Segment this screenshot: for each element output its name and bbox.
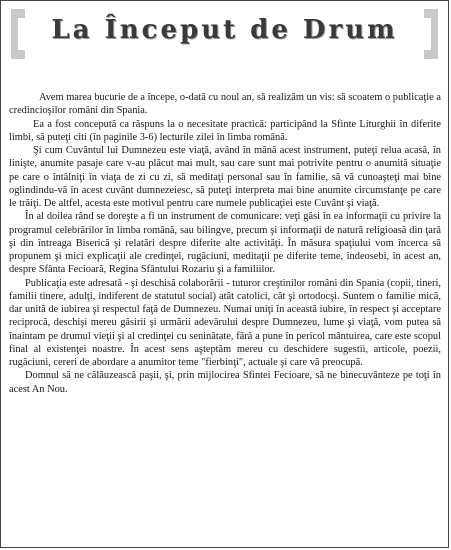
paragraph-1: Avem marea bucurie de a începe, o-dată cu noul an, să realizăm un vis: să scoatem o publicaţie a credincioşilor români din Spania. [9,92,441,117]
article-body [9,91,441,396]
article-title: La Început de Drum [51,15,398,45]
paragraph-3: Şi cum Cuvântul lui Dumnezeu este viaţă, având în mână acest instrument, puteţi relua acasă, în linişte, anumite pasaje care v-au plăcut mai mult, sau care sunt mai potrivite pentru o anumită situaţie pe care o întâlniţi în viaţa de zi cu zi, să meditaţi personal sau în familie, să vă cunoaşteţi mai bine oglindindu-vă în acest cuvânt dumnezeiesc, să puteţi interpreta mai bine anumite circumstanţe pe care le trăiţi. De altfel, acesta este motivul pentru care numele publicaţiei este Cuvânt şi viaţă. [9,145,441,209]
left-bracket-ornament [11,9,25,59]
right-bracket-ornament [424,9,438,59]
paragraph-5: Publicaţia este adresată - şi deschisă colaborării - tuturor creştinilor români din Spania (copii, tineri, familii tinere, adulţi, indiferent de statutul social) atât catolici, cât şi ortodocşi. Suntem o familie mică, dar unită de iubirea şi respectul faţă de Dumnezeu. Numai uniţi în această iubire, în respect şi acceptare reciprocă, deschişi mereu găsirii şi urmării adevărului despre Dumnezeu, lume şi viaţă, vom putea să înaintam pe drumul vieţii şi al credinţei cu seninătate, fără a pune în pericol mântuirea, care este scopul final al existenţei noastre. În acest sens aşteptăm mereu cu deschidere sugestii, articole, poezii, rugăciuni, cereri de abordare a anumitor teme "fierbinţi", actuale şi care vă preocupă. [9,277,441,368]
paragraph-4: În al doilea rând se doreşte a fi un instrument de comunicare: veţi găsi în ea informaţii cu privire la programul celebrărilor în limba română, sau bilingve, precum şi informaţii de natură religioasă din ţară şi din întreaga Biserică şi relatări despre diferite alte activităţi. În măsura spaţiului vom încerca să propunem şi mici explicaţii ale credinţei, rugăciuni, meditaţii pe diferite teme, îndeosebi, în acest an, despre Sfânta Fecioară, Regina Sfântului Rozariu şi a familiilor. [9,211,441,276]
paragraph-2: Ea a fost concepută ca răspuns la o necesitate practică: participând la Sfinte Liturghii în diferite limbi, să puteţi citi (în paginile 3-6) lecturile zilei în limba română. [9,118,441,143]
article-header [11,5,438,63]
paragraph-6: Domnul să ne călăuzească paşii, şi, prin mijlocirea Sfintei Fecioare, să ne binecuvânteze pe toţi în acest An Nou. [9,370,441,395]
